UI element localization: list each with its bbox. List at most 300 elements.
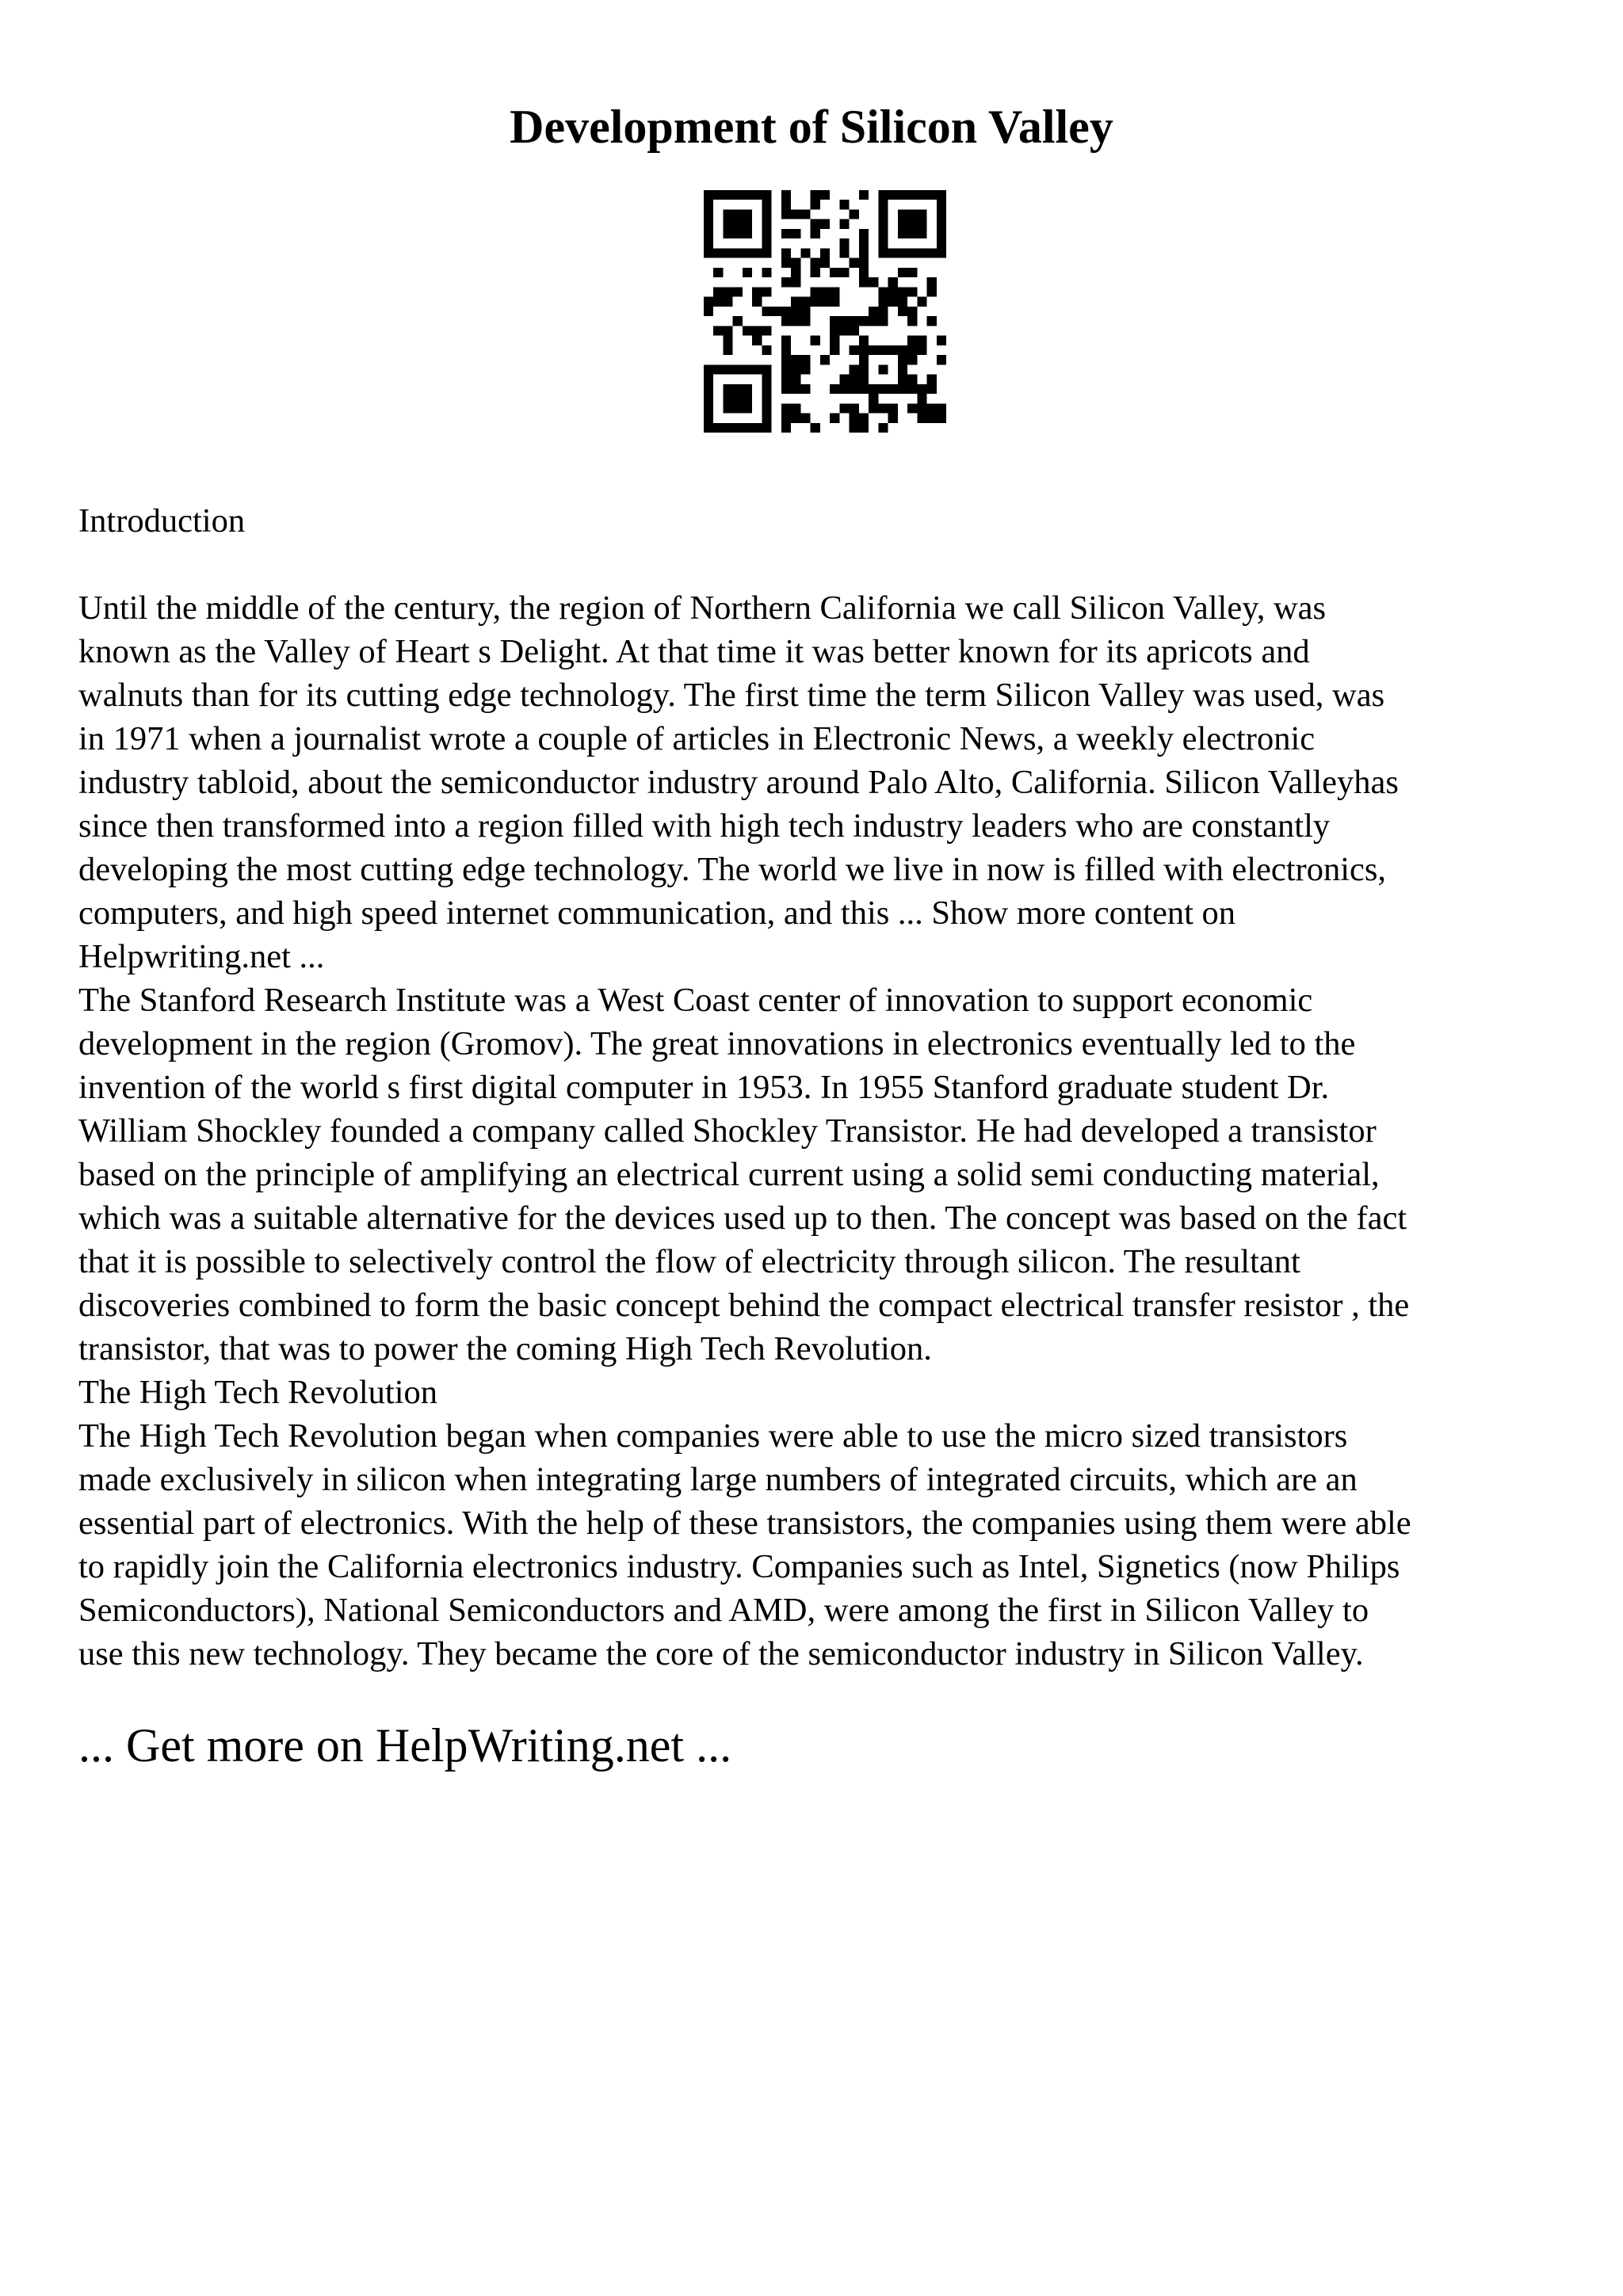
qr-module <box>743 248 752 257</box>
qr-module <box>907 190 917 200</box>
qr-module <box>733 423 743 433</box>
qr-module <box>772 307 781 316</box>
paragraph2-line: William Shockley founded a company called Shockley Transistor. He had developed a transistor <box>78 1112 1377 1150</box>
qr-module <box>907 345 917 355</box>
qr-module <box>762 238 771 248</box>
qr-module <box>723 248 732 257</box>
qr-module <box>800 316 810 326</box>
qr-module <box>850 316 859 326</box>
qr-module <box>898 268 907 277</box>
section-heading: The High Tech Revolution <box>78 1374 438 1411</box>
qr-module <box>878 209 888 219</box>
qr-module <box>811 268 820 277</box>
qr-module <box>898 229 907 238</box>
qr-module <box>859 336 869 345</box>
qr-module <box>762 384 771 394</box>
qr-module <box>888 403 898 413</box>
qr-module <box>791 403 800 413</box>
paragraph2-line: The Stanford Research Institute was a West Coast center of innovation to support economic <box>78 982 1313 1019</box>
qr-module <box>878 297 888 307</box>
qr-module <box>878 287 888 296</box>
qr-module <box>704 209 713 219</box>
qr-module <box>820 248 830 257</box>
qr-module <box>762 375 771 384</box>
qr-module <box>781 307 791 316</box>
qr-module <box>704 414 713 423</box>
qr-module <box>811 258 820 268</box>
qr-module <box>800 248 810 257</box>
qr-module <box>878 316 888 326</box>
qr-module <box>781 316 791 326</box>
qr-module <box>791 414 800 423</box>
qr-module <box>839 384 849 394</box>
qr-module <box>878 403 888 413</box>
qr-module <box>878 307 888 316</box>
qr-module <box>800 384 810 394</box>
qr-module <box>743 394 752 403</box>
qr-module <box>791 258 800 268</box>
qr-module <box>743 423 752 433</box>
qr-module <box>888 414 898 423</box>
qr-module <box>859 355 869 364</box>
qr-module <box>850 403 859 413</box>
qr-module <box>839 200 849 209</box>
qr-module <box>733 394 743 403</box>
qr-module <box>917 336 926 345</box>
qr-module <box>917 345 926 355</box>
qr-module <box>850 375 859 384</box>
qr-module <box>869 345 878 355</box>
qr-module <box>869 316 878 326</box>
qr-module <box>869 394 878 403</box>
qr-module <box>830 316 839 326</box>
qr-module <box>859 277 869 287</box>
paragraph1-line: Helpwriting.net ... <box>78 938 325 975</box>
qr-module <box>888 384 898 394</box>
qr-module <box>800 414 810 423</box>
qr-module <box>820 219 830 229</box>
paragraph3-line: use this new technology. They became the core of the semiconductor industry in Silicon Valley. <box>78 1635 1364 1672</box>
qr-module <box>733 384 743 394</box>
qr-module <box>859 229 869 238</box>
qr-module <box>937 248 946 257</box>
qr-module <box>850 384 859 394</box>
qr-module <box>781 375 791 384</box>
qr-module <box>733 248 743 257</box>
qr-module <box>704 384 713 394</box>
qr-module <box>713 364 723 374</box>
qr-module <box>800 364 810 374</box>
qr-module <box>762 403 771 413</box>
qr-module <box>723 297 732 307</box>
qr-module <box>830 345 839 355</box>
qr-module <box>762 200 771 209</box>
qr-module <box>704 219 713 229</box>
qr-module <box>781 403 791 413</box>
qr-module <box>898 219 907 229</box>
qr-module <box>704 248 713 257</box>
qr-module <box>878 190 888 200</box>
qr-module <box>907 375 917 384</box>
qr-module <box>937 414 946 423</box>
qr-module <box>800 209 810 219</box>
qr-module <box>937 403 946 413</box>
qr-module <box>927 248 937 257</box>
qr-module <box>859 384 869 394</box>
qr-module <box>830 414 839 423</box>
paragraph1-line: since then transformed into a region filled with high tech industry leaders who are constantly <box>78 807 1331 845</box>
qr-module <box>907 248 917 257</box>
qr-module <box>839 403 849 413</box>
document-body <box>78 499 1568 1676</box>
qr-module <box>811 200 820 209</box>
qr-module <box>869 277 878 287</box>
qr-module <box>898 209 907 219</box>
qr-module <box>917 248 926 257</box>
qr-module <box>859 364 869 374</box>
qr-module <box>762 414 771 423</box>
qr-module <box>704 364 713 374</box>
qr-module <box>850 414 859 423</box>
qr-module <box>762 364 771 374</box>
qr-module <box>898 355 907 364</box>
qr-module <box>781 364 791 374</box>
qr-module <box>791 277 800 287</box>
paragraph2-line: development in the region (Gromov). The great innovations in electronics eventually led to the <box>78 1025 1356 1062</box>
qr-module <box>762 345 771 355</box>
qr-module <box>927 287 937 296</box>
qr-module <box>733 219 743 229</box>
qr-module <box>723 394 732 403</box>
qr-module <box>917 297 926 307</box>
qr-module <box>781 384 791 394</box>
qr-module <box>937 209 946 219</box>
qr-module <box>791 209 800 219</box>
qr-module <box>704 307 713 316</box>
paragraph2-line: which was a suitable alternative for the devices used up to then. The concept was based on the fact <box>78 1199 1407 1237</box>
qr-module <box>713 190 723 200</box>
qr-module <box>839 238 849 248</box>
qr-module <box>781 200 791 209</box>
qr-module <box>927 190 937 200</box>
qr-module <box>859 316 869 326</box>
qr-module <box>704 190 713 200</box>
qr-module <box>733 190 743 200</box>
qr-module <box>907 287 917 296</box>
qr-module <box>762 423 771 433</box>
qr-module <box>811 287 820 296</box>
qr-module <box>713 423 723 433</box>
qr-module <box>937 229 946 238</box>
qr-module <box>898 287 907 296</box>
qr-module <box>723 345 732 355</box>
qr-module <box>704 423 713 433</box>
qr-module <box>811 297 820 307</box>
qr-module <box>781 414 791 423</box>
qr-module <box>733 209 743 219</box>
paragraph1-line: walnuts than for its cutting edge technology. The first time the term Silicon Valley was used, was <box>78 677 1385 714</box>
qr-module <box>811 336 820 345</box>
qr-module <box>762 287 771 296</box>
qr-module <box>752 287 762 296</box>
qr-module <box>878 423 888 433</box>
qr-module <box>811 190 820 200</box>
qr-module <box>830 287 839 296</box>
qr-module <box>733 229 743 238</box>
qr-module <box>704 375 713 384</box>
qr-module <box>704 394 713 403</box>
qr-module <box>781 209 791 219</box>
paragraph2-line: transistor, that was to power the coming High Tech Revolution. <box>78 1330 932 1367</box>
qr-module <box>850 423 859 433</box>
qr-module <box>830 336 839 345</box>
qr-module <box>937 190 946 200</box>
qr-module <box>907 307 917 316</box>
qr-module <box>878 229 888 238</box>
qr-module <box>743 190 752 200</box>
qr-module <box>937 355 946 364</box>
qr-module <box>762 229 771 238</box>
qr-module <box>917 229 926 238</box>
qr-module <box>907 229 917 238</box>
qr-module <box>859 268 869 277</box>
qr-module <box>839 326 849 335</box>
qr-module <box>859 375 869 384</box>
qr-module <box>898 307 907 316</box>
qr-module <box>743 268 752 277</box>
qr-module <box>762 307 771 316</box>
qr-module <box>704 297 713 307</box>
qr-module <box>907 336 917 345</box>
qr-module <box>762 219 771 229</box>
qr-module <box>878 384 888 394</box>
qr-module <box>781 190 791 200</box>
qr-module <box>704 229 713 238</box>
qr-module <box>917 403 926 413</box>
qr-module <box>907 316 917 326</box>
qr-module <box>878 248 888 257</box>
qr-module <box>927 403 937 413</box>
qr-module <box>859 258 869 268</box>
qr-module <box>878 238 888 248</box>
qr-module <box>917 209 926 219</box>
qr-module <box>733 316 743 326</box>
qr-module <box>888 277 898 287</box>
qr-module <box>907 403 917 413</box>
qr-module <box>898 375 907 384</box>
qr-module <box>762 248 771 257</box>
qr-module <box>762 326 771 335</box>
qr-module <box>937 219 946 229</box>
paragraph3-line: The High Tech Revolution began when companies were able to use the micro sized transistors <box>78 1417 1348 1455</box>
qr-module <box>713 268 723 277</box>
qr-module <box>743 384 752 394</box>
qr-module <box>781 345 791 355</box>
qr-module <box>723 219 732 229</box>
qr-module <box>791 297 800 307</box>
qr-module <box>927 277 937 287</box>
qr-module <box>820 297 830 307</box>
qr-module <box>800 355 810 364</box>
paragraph2-line: that it is possible to selectively control the flow of electricity through silicon. The resultant <box>78 1243 1300 1280</box>
qr-module <box>781 248 791 257</box>
qr-module <box>850 345 859 355</box>
qr-code-icon <box>704 190 946 433</box>
qr-module <box>898 345 907 355</box>
qr-module <box>927 316 937 326</box>
qr-module <box>898 384 907 394</box>
qr-module <box>839 375 849 384</box>
qr-module <box>713 248 723 257</box>
qr-module <box>820 190 830 200</box>
qr-module <box>850 258 859 268</box>
qr-module <box>850 326 859 335</box>
qr-module <box>781 355 791 364</box>
paragraph2-line: based on the principle of amplifying an electrical current using a solid semi conducting material, <box>78 1156 1380 1193</box>
qr-module <box>917 384 926 394</box>
qr-module <box>743 229 752 238</box>
qr-module <box>723 326 732 335</box>
qr-module <box>733 364 743 374</box>
qr-module <box>839 268 849 277</box>
qr-module <box>752 336 762 345</box>
qr-module <box>791 307 800 316</box>
paragraph1-line: industry tabloid, about the semiconductor industry around Palo Alto, California. Silicon Valleyhas <box>78 764 1399 801</box>
qr-module <box>743 403 752 413</box>
qr-module <box>723 403 732 413</box>
qr-module <box>713 287 723 296</box>
qr-module <box>791 384 800 394</box>
qr-module <box>743 364 752 374</box>
qr-module <box>811 423 820 433</box>
qr-module <box>791 355 800 364</box>
qr-module <box>723 423 732 433</box>
qr-module <box>713 297 723 307</box>
qr-module <box>762 190 771 200</box>
qr-module <box>762 209 771 219</box>
qr-module <box>878 345 888 355</box>
qr-module <box>888 345 898 355</box>
qr-module <box>762 268 771 277</box>
qr-module <box>907 219 917 229</box>
qr-module <box>723 336 732 345</box>
qr-module <box>820 287 830 296</box>
qr-module <box>791 229 800 238</box>
qr-module <box>898 364 907 374</box>
qr-module <box>781 229 791 238</box>
qr-module <box>869 307 878 316</box>
qr-module <box>859 345 869 355</box>
qr-module <box>781 423 791 433</box>
intro-heading: Introduction <box>78 502 246 540</box>
qr-module <box>859 248 869 257</box>
footer-link[interactable]: ... Get more on HelpWriting.net ... <box>78 1719 732 1772</box>
qr-module <box>927 375 937 384</box>
qr-module <box>743 209 752 219</box>
qr-module <box>723 384 732 394</box>
qr-module <box>791 375 800 384</box>
qr-module <box>830 384 839 394</box>
qr-module <box>907 209 917 219</box>
qr-module <box>859 414 869 423</box>
qr-module <box>723 209 732 219</box>
qr-module <box>743 326 752 335</box>
qr-module <box>781 258 791 268</box>
qr-module <box>907 268 917 277</box>
qr-module <box>723 364 732 374</box>
qr-module <box>869 403 878 413</box>
qr-module <box>927 384 937 394</box>
qr-module <box>752 190 762 200</box>
qr-module <box>743 219 752 229</box>
qr-module <box>850 364 859 374</box>
paragraph1-line: known as the Valley of Heart s Delight. At that time it was better known for its apricots and <box>78 633 1310 670</box>
qr-module <box>781 277 791 287</box>
qr-module <box>752 297 762 307</box>
qr-module <box>752 364 762 374</box>
qr-module <box>839 219 849 229</box>
qr-module <box>907 384 917 394</box>
qr-module <box>878 364 888 374</box>
qr-module <box>781 336 791 345</box>
qr-module <box>888 190 898 200</box>
qr-module <box>898 248 907 257</box>
paragraph2-line: discoveries combined to form the basic concept behind the compact electrical transfer resistor , the <box>78 1287 1410 1324</box>
paragraph1-line: in 1971 when a journalist wrote a couple of articles in Electronic News, a weekly electronic <box>78 720 1316 757</box>
qr-module <box>791 364 800 374</box>
qr-module <box>839 248 849 257</box>
qr-module <box>704 200 713 209</box>
qr-module <box>917 414 926 423</box>
qr-module <box>791 316 800 326</box>
qr-module <box>820 355 830 364</box>
qr-module <box>888 287 898 296</box>
paragraph2-line: invention of the world s first digital computer in 1953. In 1955 Stanford graduate student Dr. <box>78 1069 1330 1106</box>
qr-module <box>839 316 849 326</box>
qr-module <box>704 238 713 248</box>
qr-module <box>888 297 898 307</box>
qr-module <box>859 190 869 200</box>
paragraph1-line: Until the middle of the century, the region of Northern California we call Silicon Valley, was <box>78 589 1327 627</box>
qr-module <box>907 355 917 364</box>
qr-module <box>888 248 898 257</box>
qr-module <box>898 190 907 200</box>
qr-module <box>800 297 810 307</box>
qr-module <box>762 394 771 403</box>
qr-module <box>752 423 762 433</box>
qr-module <box>704 403 713 413</box>
qr-module <box>752 248 762 257</box>
qr-module <box>869 384 878 394</box>
qr-module <box>752 326 762 335</box>
qr-module <box>811 229 820 238</box>
qr-module <box>850 209 859 219</box>
qr-module <box>830 326 839 335</box>
qr-module <box>859 238 869 248</box>
qr-module <box>878 219 888 229</box>
qr-module <box>937 238 946 248</box>
qr-module <box>859 423 869 433</box>
qr-module <box>723 190 732 200</box>
qr-module <box>830 268 839 277</box>
qr-module <box>791 268 800 277</box>
qr-module <box>733 287 743 296</box>
qr-module <box>937 336 946 345</box>
paragraph3-line: to rapidly join the California electronics industry. Companies such as Intel, Signetics (now Philips <box>78 1548 1400 1585</box>
document-title: Development of Silicon Valley <box>510 101 1113 153</box>
qr-module <box>713 326 723 335</box>
qr-module <box>820 258 830 268</box>
